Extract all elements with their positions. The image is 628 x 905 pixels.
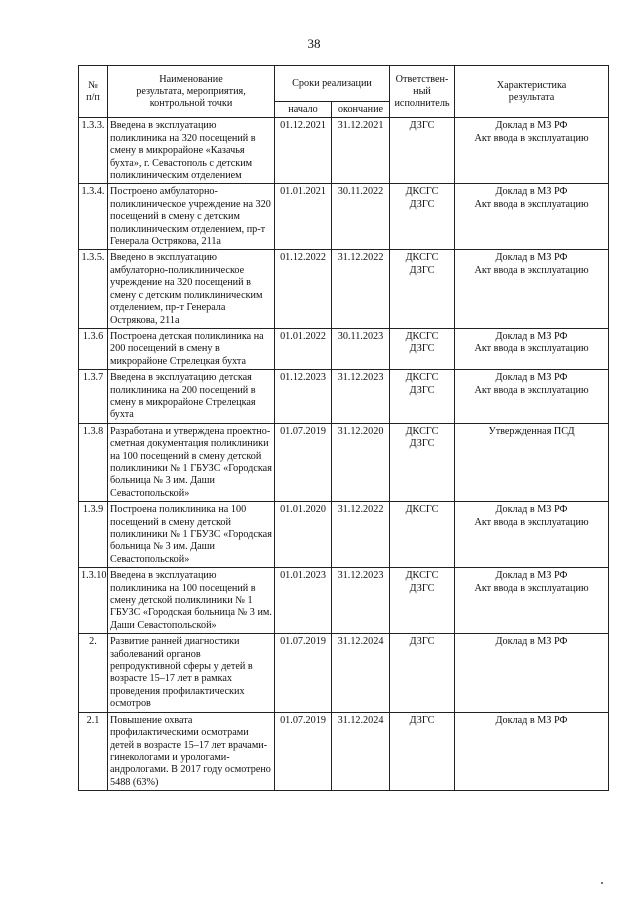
row-responsible: ДЗГС (390, 634, 455, 712)
table-row (79, 118, 609, 184)
row-start: 01.12.2021 (275, 118, 332, 184)
row-num: 1.3.7 (79, 370, 108, 424)
row-num: 1.3.6 (79, 328, 108, 369)
row-num: 1.3.9 (79, 502, 108, 568)
row-result: Утвержденная ПСД (455, 423, 609, 501)
scan-artifact-dot (601, 882, 603, 884)
row-name: Введена в эксплуатацию детская поликлиника на 200 посещений в смену в микрорайоне Стрелецкая бухта (108, 370, 275, 424)
row-name: Построена детская поликлиника на 200 посещений в смену в микрорайоне Стрелецкая бухта (108, 328, 275, 369)
row-end: 31.12.2024 (332, 634, 390, 712)
row-name: Введена в эксплуатацию поликлиника на 100 посещений в смену детской поликлиники № 1 ГБУЗС «Городская больница № 3 им. Даши Севастопольской» (108, 568, 275, 634)
row-result: Доклад в МЗ РФ (455, 712, 609, 790)
row-name: Разработана и утверждена проектно-сметная документация поликлиники на 100 посещений в смену детской поликлиники № 1 ГБУЗС «Городская больница № 3 им. Даши Севастопольской» (108, 423, 275, 501)
table-row (79, 250, 609, 328)
implementation-plan-table (78, 65, 609, 791)
row-start: 01.01.2022 (275, 328, 332, 369)
row-name: Введено в эксплуатацию амбулаторно-поликлиническое учреждение на 320 посещений в смену с детским поликлиническим отделением, пр-т Генерала Острякова, 211а (108, 250, 275, 328)
row-end: 30.11.2023 (332, 328, 390, 369)
row-end: 31.12.2023 (332, 568, 390, 634)
row-responsible: ДКСГС ДЗГС (390, 568, 455, 634)
header-start: начало (275, 102, 332, 118)
header-num: № п/п (79, 66, 108, 118)
row-start: 01.01.2023 (275, 568, 332, 634)
row-responsible: ДКСГС ДЗГС (390, 184, 455, 250)
table-row (79, 568, 609, 634)
row-result: Доклад в МЗ РФ Акт ввода в эксплуатацию (455, 118, 609, 184)
row-num: 2.1 (79, 712, 108, 790)
row-result: Доклад в МЗ РФ Акт ввода в эксплуатацию (455, 370, 609, 424)
table-row (79, 712, 609, 790)
row-responsible: ДЗГС (390, 712, 455, 790)
row-responsible: ДКСГС ДЗГС (390, 423, 455, 501)
row-result: Доклад в МЗ РФ Акт ввода в эксплуатацию (455, 184, 609, 250)
row-start: 01.07.2019 (275, 634, 332, 712)
row-start: 01.07.2019 (275, 712, 332, 790)
row-num: 1.3.5. (79, 250, 108, 328)
table-row (79, 328, 609, 369)
row-result: Доклад в МЗ РФ Акт ввода в эксплуатацию (455, 568, 609, 634)
row-result: Доклад в МЗ РФ Акт ввода в эксплуатацию (455, 250, 609, 328)
row-end: 30.11.2022 (332, 184, 390, 250)
row-responsible: ДКСГС ДЗГС (390, 370, 455, 424)
table-header (79, 66, 609, 118)
header-result: Характеристика результата (455, 66, 609, 118)
row-start: 01.01.2021 (275, 184, 332, 250)
table-row (79, 502, 609, 568)
header-responsible: Ответствен- ный исполнитель (390, 66, 455, 118)
table-row (79, 423, 609, 501)
row-end: 31.12.2022 (332, 502, 390, 568)
row-num: 1.3.10 (79, 568, 108, 634)
page-number: 38 (307, 36, 321, 51)
row-start: 01.12.2022 (275, 250, 332, 328)
row-name: Развитие ранней диагностики заболеваний органов репродуктивной сферы у детей в возрасте 15–17 лет в рамках проведения профилактических осмотров (108, 634, 275, 712)
row-name: Повышение охвата профилактическими осмотрами детей в возрасте 15–17 лет врачами-гинекологами и урологами-андрологами. В 2017 году осмотрено 5488 (63%) (108, 712, 275, 790)
table-row (79, 184, 609, 250)
row-responsible: ДКСГС (390, 502, 455, 568)
header-terms: Сроки реализации (275, 66, 390, 102)
header-name: Наименование результата, мероприятия, контрольной точки (108, 66, 275, 118)
row-start: 01.12.2023 (275, 370, 332, 424)
row-responsible: ДКСГС ДЗГС (390, 250, 455, 328)
row-name: Введена в эксплуатацию поликлиника на 320 посещений в смену в микрорайоне «Казачья бухта», г. Севастополь с детским поликлиническим отделением (108, 118, 275, 184)
row-end: 31.12.2022 (332, 250, 390, 328)
table-row (79, 634, 609, 712)
row-end: 31.12.2021 (332, 118, 390, 184)
row-num: 1.3.4. (79, 184, 108, 250)
header-end: окончание (332, 102, 390, 118)
row-result: Доклад в МЗ РФ (455, 634, 609, 712)
row-result: Доклад в МЗ РФ Акт ввода в эксплуатацию (455, 502, 609, 568)
row-end: 31.12.2023 (332, 370, 390, 424)
row-num: 1.3.3. (79, 118, 108, 184)
row-name: Построена поликлиника на 100 посещений в смену детской поликлиники № 1 ГБУЗС «Городская больница № 3 им. Даши Севастопольской» (108, 502, 275, 568)
table-body (79, 118, 609, 791)
row-end: 31.12.2024 (332, 712, 390, 790)
row-start: 01.07.2019 (275, 423, 332, 501)
row-responsible: ДКСГС ДЗГС (390, 328, 455, 369)
row-name: Построено амбулаторно-поликлиническое учреждение на 320 посещений в смену с детским поликлиническим отделением, пр-т Генерала Острякова, 211а (108, 184, 275, 250)
row-num: 2. (79, 634, 108, 712)
table-row (79, 370, 609, 424)
row-num: 1.3.8 (79, 423, 108, 501)
row-responsible: ДЗГС (390, 118, 455, 184)
row-result: Доклад в МЗ РФ Акт ввода в эксплуатацию (455, 328, 609, 369)
row-end: 31.12.2020 (332, 423, 390, 501)
row-start: 01.01.2020 (275, 502, 332, 568)
